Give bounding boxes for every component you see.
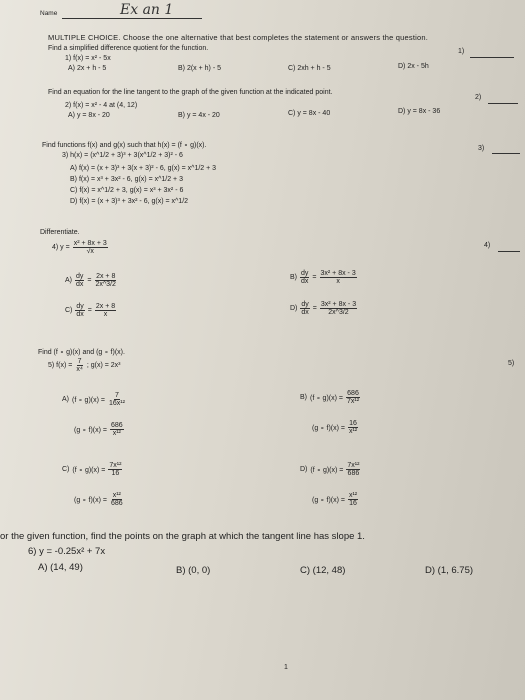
q5-choice-a-fg: A) (f ∘ g)(x) = $\frac{7}{\text{16x¹²}}$	[62, 392, 125, 407]
q2-choice-c: C) y = 8x - 40	[288, 110, 331, 117]
page-number: 1	[284, 664, 288, 671]
q4-function	[52, 240, 108, 255]
q1-choice-c: C) 2xh + h - 5	[288, 65, 331, 72]
q1-choice-a: A) 2x + h - 5	[68, 65, 107, 72]
q4-label: 4) y =	[52, 244, 70, 251]
q1-choice-d: D) 2x - 5h	[398, 63, 429, 70]
instructions: MULTIPLE CHOICE. Choose the one alternative that best completes the statement or answers the question.	[48, 33, 429, 42]
q2-answer-line	[488, 103, 518, 104]
q3-function: 3) h(x) = (x^1/2 + 3)³ + 3(x^1/2 + 3)² - 6	[62, 152, 183, 159]
q1-prompt: Find a simplified difference quotient for the function.	[48, 45, 209, 52]
q3-number: 3)	[478, 145, 485, 152]
q2-choice-d: D) y = 8x - 36	[398, 108, 441, 115]
q1-function: 1) f(x) = x² - 5x	[65, 55, 111, 62]
name-label: Name	[40, 10, 58, 17]
q1-choice-b: B) 2(x + h) - 5	[178, 65, 221, 72]
q4-choice-a: A) $\frac{dy}{dx}$ = $\frac{2x + 8}{2x\^{}3/2}$	[65, 273, 116, 288]
q4-answer-line	[498, 251, 520, 252]
q5-functions: 5) f(x) = $\frac{7}{\text{x⁴}}$ ; g(x) = 2x³	[48, 358, 121, 373]
q5-choice-d-fg: D) (f ∘ g)(x) = $\frac{\text{7x¹²}}{686}$	[300, 462, 360, 477]
q4-denominator: √x	[86, 248, 94, 255]
q4-number: 4)	[484, 242, 491, 249]
q5-prompt: Find (f ∘ g)(x) and (g ∘ f)(x).	[38, 349, 125, 356]
q4-choice-d: D) $\frac{dy}{dx}$ = $\frac{\text{3x² + 8x - 3}}{2x\^{}3/2}$	[290, 301, 357, 316]
q1-answer-line	[470, 57, 514, 58]
q6-function: 6) y = -0.25x² + 7x	[28, 546, 106, 557]
q4-choice-b: B) $\frac{dy}{dx}$ = $\frac{\text{3x² + 8x - 3}}{x}$	[290, 270, 356, 285]
q6-choice-d: D) (1, 6.75)	[425, 565, 474, 576]
handwritten-name: Ex an 1	[120, 2, 174, 18]
q3-choice-c: C) f(x) = x^1/2 + 3, g(x) = x³ + 3x² - 6	[70, 187, 184, 194]
q6-choice-b: B) (0, 0)	[176, 565, 211, 576]
q5-number: 5)	[508, 360, 515, 367]
q4-choice-c: C) $\frac{dy}{dx}$ = $\frac{2x + 8}{x}$	[65, 303, 116, 318]
q2-number: 2)	[475, 94, 482, 101]
q4-numerator: x² + 8x + 3	[73, 240, 107, 247]
q5-choice-d-gf: (g ∘ f)(x) = $\frac{\text{x¹²}}{16}$	[312, 492, 358, 507]
q4-fraction	[73, 240, 108, 255]
q6-choice-a: A) (14, 49)	[38, 562, 83, 573]
q3-prompt: Find functions f(x) and g(x) such that h(x) = (f ∘ g)(x).	[42, 142, 207, 149]
q1-number: 1)	[458, 48, 465, 55]
q5-choice-b-fg: B) (f ∘ g)(x) = $\frac{686}{\text{7x¹²}}$	[300, 390, 360, 405]
name-line	[62, 18, 202, 19]
q2-choice-a: A) y = 8x - 20	[68, 112, 110, 119]
q3-choice-b: B) f(x) = x³ + 3x² - 6, g(x) = x^1/2 + 3	[70, 176, 183, 183]
q3-choice-d: D) f(x) = (x + 3)³ + 3x² - 6, g(x) = x^1/2	[70, 198, 189, 205]
q5-choice-c-gf: (g ∘ f)(x) = $\frac{\text{x¹²}}{686}$	[74, 492, 123, 507]
q5-choice-b-gf: (g ∘ f)(x) = $\frac{16}{\text{x¹²}}$	[312, 420, 358, 435]
q5-choice-a-gf: (g ∘ f)(x) = $\frac{686}{\text{x¹²}}$	[74, 422, 123, 437]
q4-section-title: Differentiate.	[40, 229, 80, 236]
q3-answer-line	[492, 153, 520, 154]
q3-choice-a: A) f(x) = (x + 3)³ + 3(x + 3)² - 6, g(x) = x^1/2 + 3	[70, 165, 217, 172]
q2-choice-b: B) y = 4x - 20	[178, 112, 220, 119]
q2-function: 2) f(x) = x² - 4 at (4, 12)	[65, 102, 138, 109]
q2-prompt: Find an equation for the line tangent to the graph of the given function at the indicated point.	[48, 89, 333, 96]
q5-choice-c-fg: C) (f ∘ g)(x) = $\frac{\text{7x¹²}}{16}$	[62, 462, 122, 477]
q6-choice-c: C) (12, 48)	[300, 565, 346, 576]
q6-prompt: or the given function, find the points on the graph at which the tangent line has slope 1.	[0, 531, 365, 542]
